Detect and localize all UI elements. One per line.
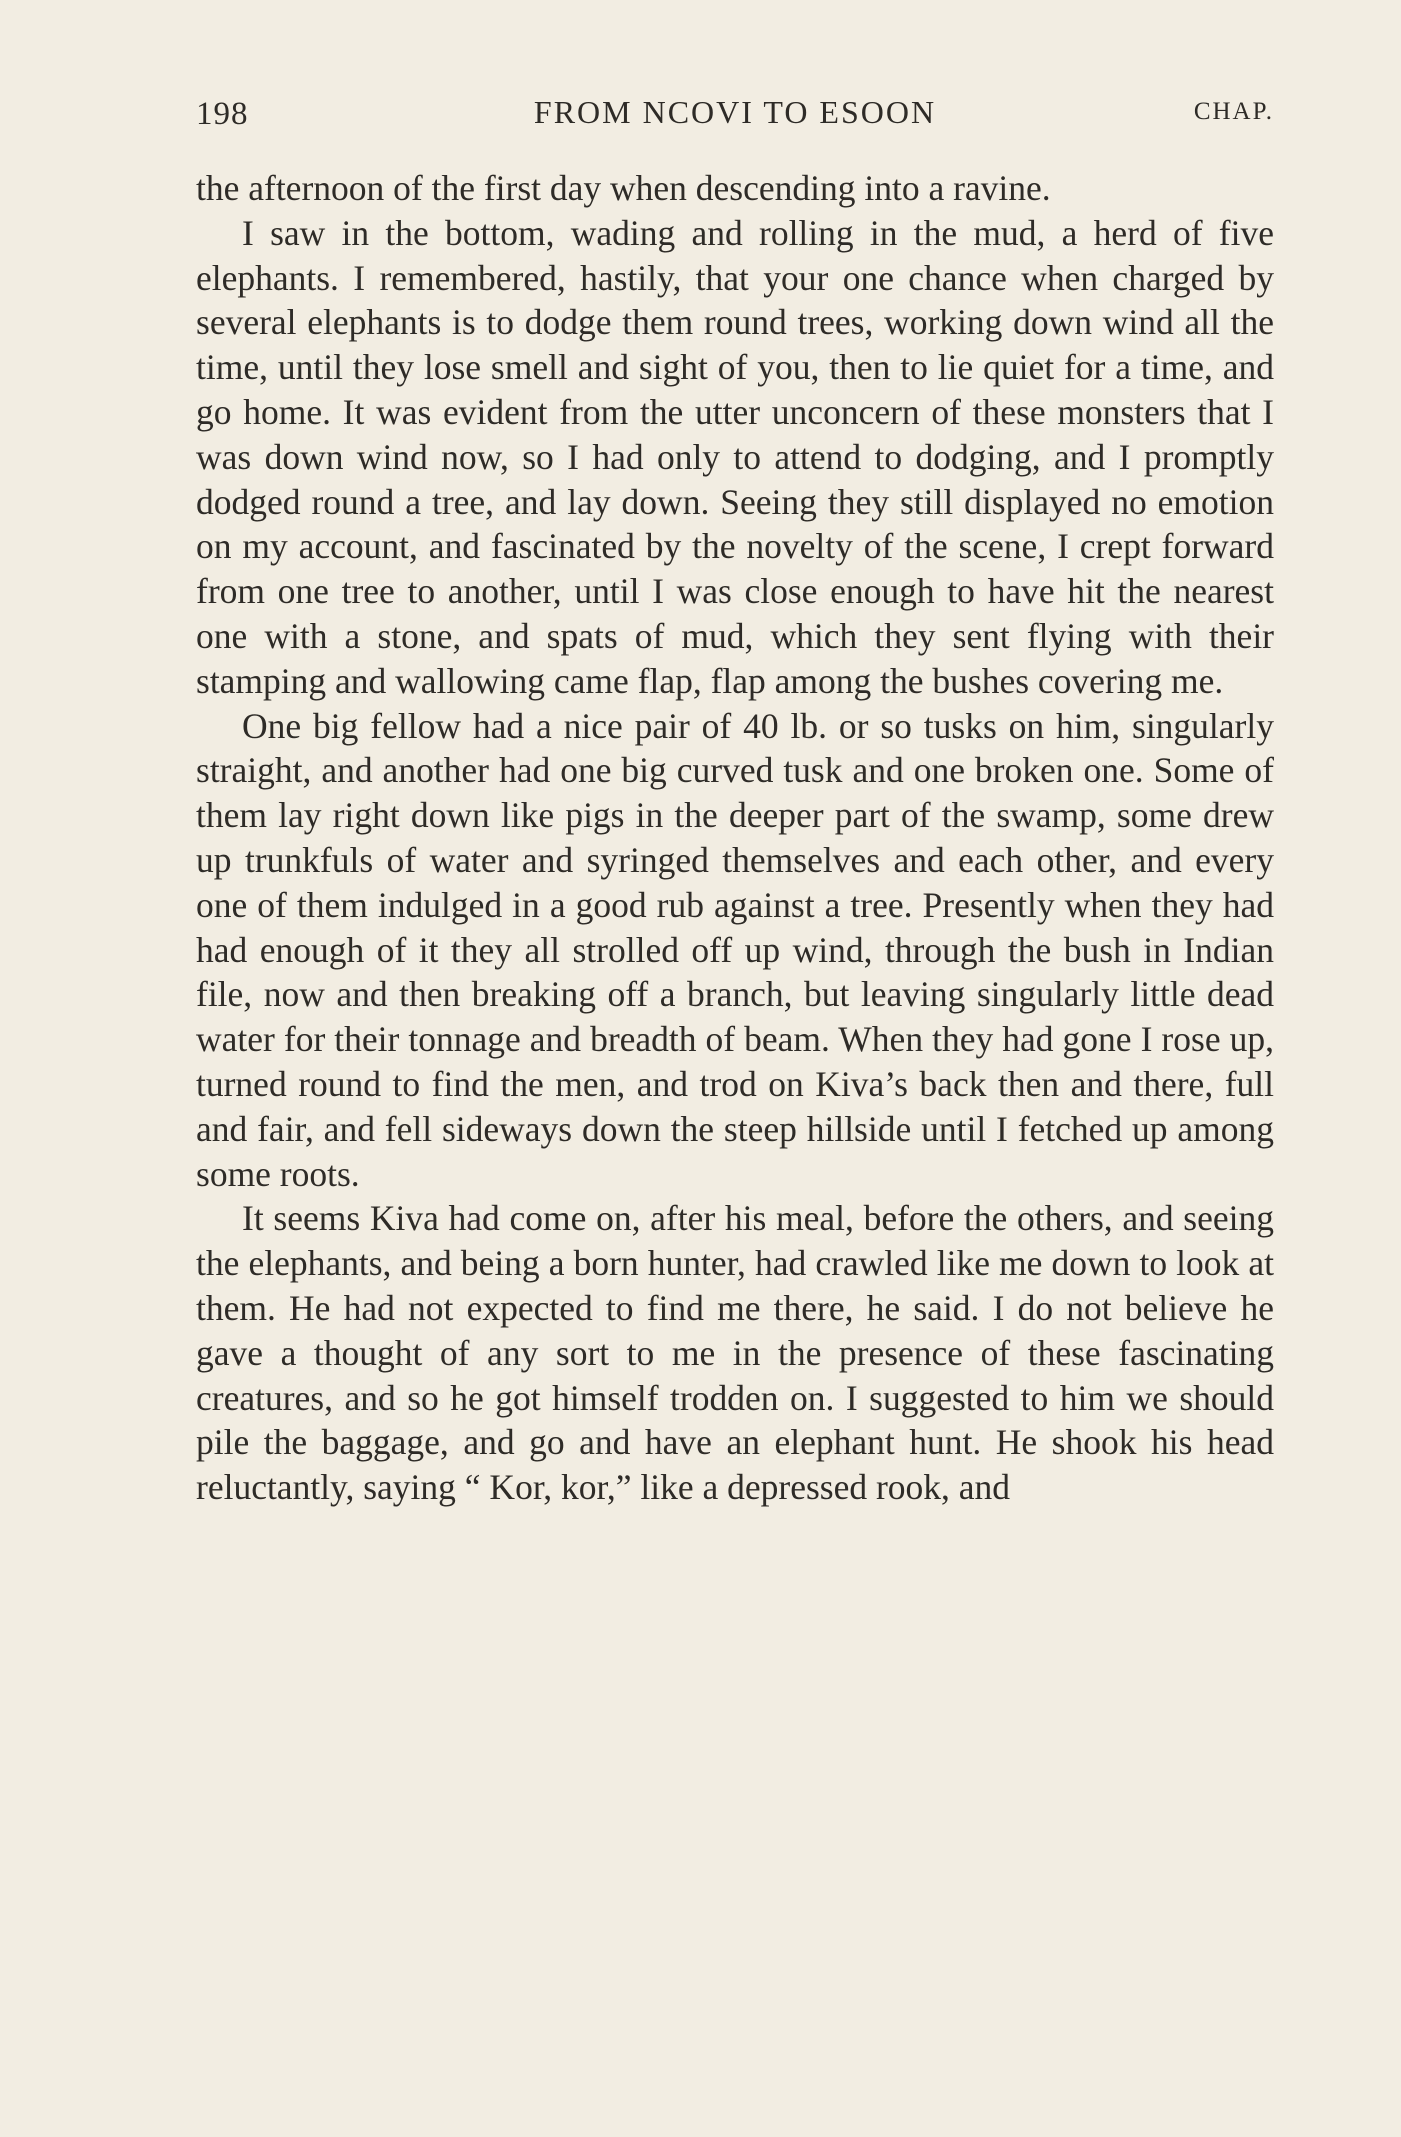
running-title: FROM NCOVI TO ESOON [533,94,937,130]
paragraph: One big fellow had a nice pair of 40 lb. or so tusks on him, singularly straight, and another had one big curved tusk and one broken one. Some of them lay right down like pigs in the deeper part of the swamp, some drew up trunkfuls of water and syringed themselves and each other, and every one of them indulged in a good rub against a tree. Presently when they had had enough of it they all strolled off up wind, through the bush in Indian file, now and then breaking off a branch, but leaving singularly little dead water for their tonnage and breadth of beam. When they had gone I rose up, turned round to find the men, and trod on Kiva’s back then and there, full and fair, and fell sideways down the steep hillside until I fetched up among some roots. [196,705,1274,1194]
running-head [196,88,1274,148]
paragraph: It seems Kiva had come on, after his meal, before the others, and seeing the elephants, and being a born hunter, had crawled like me down to look at them. He had not expected to find me there, he said. I do not believe he gave a thought of any sort to me in the presence of these fascinating creatures, and so he got himself trodden on. I suggested to him we should pile the baggage, and go and have an elephant hunt. He shook his head reluctantly, saying “ Kor, kor,” like a depressed rook, and [196,1198,1274,1508]
paragraph: I saw in the bottom, wading and rolling in the mud, a herd of five elephants. I remembered, hastily, that your one chance when charged by several elephants is to dodge them round trees, working down wind all the time, until they lose smell and sight of you, then to lie quiet for a time, and go home. It was evident from the utter unconcern of these monsters that I was down wind now, so I had only to attend to dodging, and I promptly dodged round a tree, and lay down. Seeing they still displayed no emotion on my account, and fascinated by the novelty of the scene, I crept forward from one tree to another, until I was close enough to have hit the nearest one with a stone, and spats of mud, which they sent flying with their stamping and wallowing came flap, flap among the bushes covering me. [196,212,1274,701]
book-page [196,88,1274,1510]
page-number: 198 [196,96,249,132]
body-text [196,166,1274,1510]
chapter-label: CHAP. [1193,98,1274,125]
paragraph-continued: the afternoon of the first day when descending into a ravine. [196,168,1051,208]
